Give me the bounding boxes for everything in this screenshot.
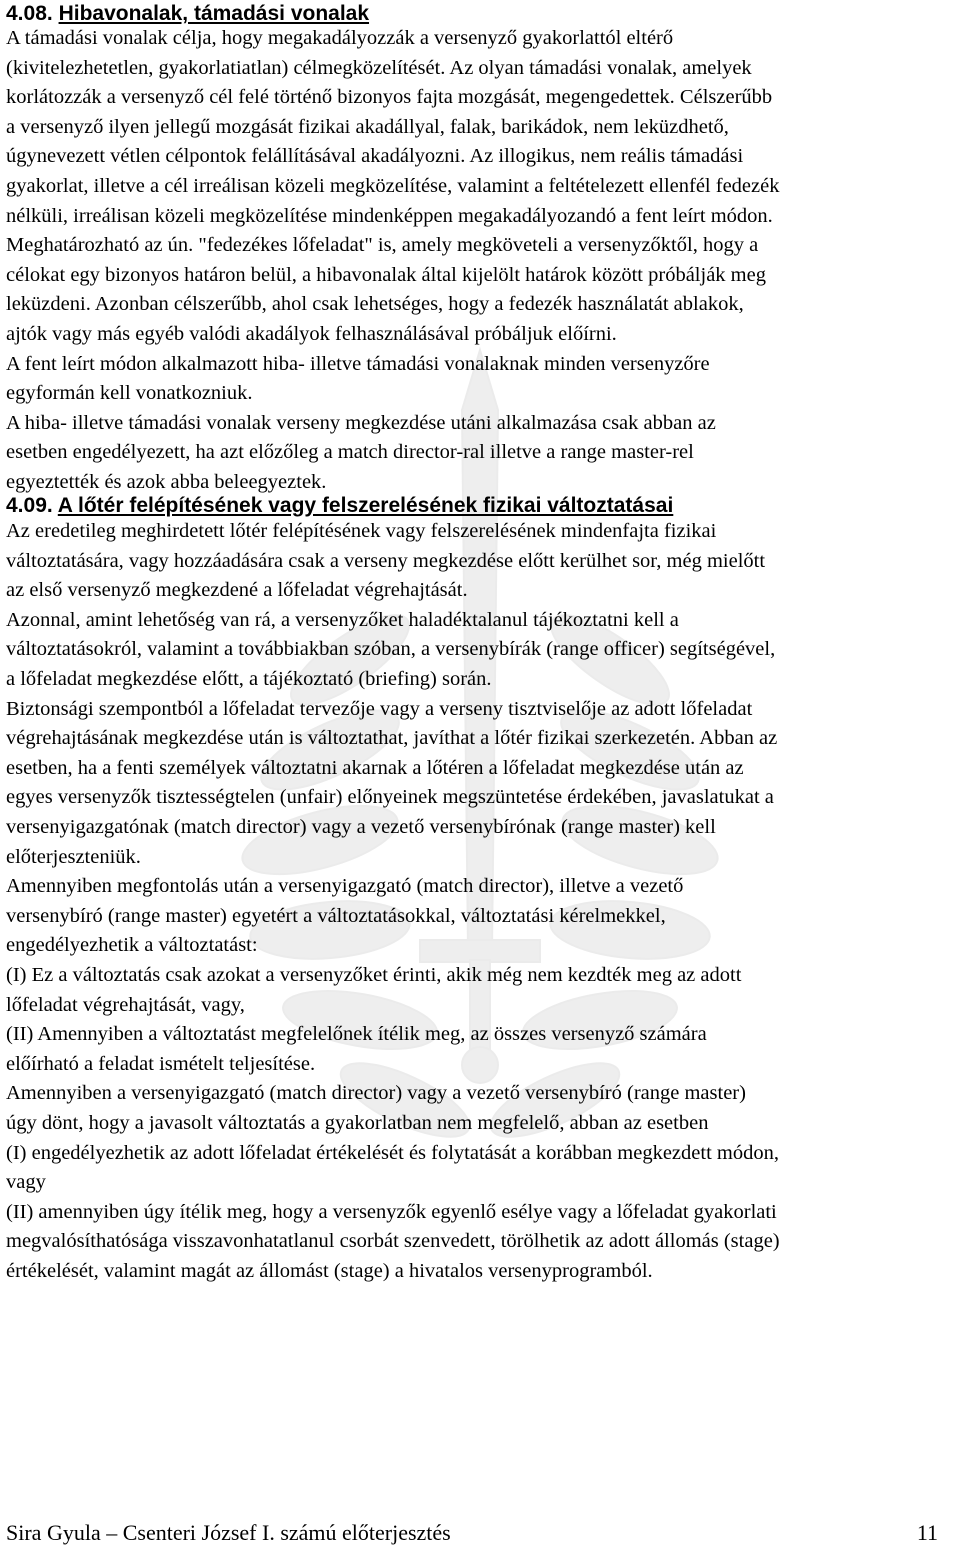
text-line: (kivitelezhetetlen, gyakorlatiatlan) célmegközelítését. Az olyan támadási vonalak, amelyek: [6, 56, 752, 79]
text-line: A fent leírt módon alkalmazott hiba- illetve támadási vonalaknak minden versenyzőre: [6, 352, 710, 375]
text-line: értékelését, valamint magát az állomást (stage) a hivatalos versenyprogramból.: [6, 1260, 653, 1282]
section-title: Hibavonalak, támadási vonalak: [58, 2, 370, 25]
section-number: 4.08.: [6, 2, 53, 25]
text-line: Amennyiben megfontolás után a versenyigazgató (match director), illetve a vezető: [6, 875, 684, 898]
text-line: lőfeladat végrehajtását, vagy,: [6, 993, 245, 1016]
text-line: Biztonsági szempontból a lőfeladat tervezője vagy a verseny tisztviselője az adott lőfeladat: [6, 697, 753, 720]
text-line: megvalósíthatósága visszavonhatatlanul csorbát szenvedett, törölhetik az adott állomás (stage): [6, 1230, 780, 1253]
text-line: (II) Amennyiben a változtatást megfelelőnek ítélik meg, az összes versenyző számára: [6, 1023, 707, 1046]
text-line: változtatására, vagy hozzáadására csak a verseny megkezdése előtt kerülhet sor, még mielőtt: [6, 549, 766, 572]
text-line: A támadási vonalak célja, hogy megakadályozzák a versenyző gyakorlattól eltérő: [6, 27, 674, 49]
footer-page-number: 11: [916, 1520, 938, 1545]
text-line: célokat egy bizonyos határon belül, a hibavonalak által kijelölt határok között próbálják meg: [6, 263, 766, 286]
text-line: vagy: [6, 1171, 46, 1194]
text-line: nélküli, irreálisan közeli megközelítése mindenképpen megakadályozandó a fent leírt módon.: [6, 204, 773, 227]
text-line: versenyigazgatónak (match director) vagy a vezető versenybírónak (range master) kell: [6, 816, 716, 838]
text-line: leküzdeni. Azonban célszerűbb, ahol csak lehetséges, hogy a fedezék használatát ablakok,: [6, 293, 744, 316]
text-line: előterjeszteniük.: [6, 845, 141, 868]
section-heading-4-08: [6, 2, 369, 26]
text-line: esetben engedélyezett, ha azt előzőleg a match director-ral illetve a range master-rel: [6, 441, 694, 464]
text-line: végrehajtásának megkezdése után is változtathat, javíthat a lőtér fizikai szerkezetén. Abban az: [6, 727, 778, 750]
section-title: A lőtér felépítésének vagy felszerelésének fizikai változtatásai: [57, 494, 674, 517]
text-line: a lőfeladat megkezdése előtt, a tájékoztató (briefing) során.: [6, 668, 492, 690]
text-line: (I) Ez a változtatás csak azokat a versenyzőket érinti, akik még nem kezdték meg az adott: [6, 964, 742, 986]
text-line: az első versenyző megkezdené a lőfeladat végrehajtását.: [6, 579, 468, 602]
text-line: Amennyiben a versenyigazgató (match director) vagy a vezető versenybíró (range master): [6, 1082, 746, 1105]
text-line: (I) engedélyezhetik az adott lőfeladat értékelését és folytatását a korábban megkezdett módon,: [6, 1141, 779, 1164]
text-line: egyes versenyzők tisztességtelen (unfair) előnyeinek megszüntetése érdekében, javaslatukat a: [6, 786, 774, 809]
text-line: ajtók vagy más egyéb valódi akadályok felhasználásával próbáljuk előírni.: [6, 323, 617, 345]
text-line: egyformán kell vonatkozniuk.: [6, 382, 253, 405]
text-line: változtatásokról, valamint a továbbiakban szóban, a versenybírák (range officer) segítségével,: [6, 638, 776, 661]
text-line: előírható a feladat ismételt teljesítése.: [6, 1052, 316, 1075]
text-line: (II) amennyiben úgy ítélik meg, hogy a versenyzők egyenlő esélye vagy a lőfeladat gyakorlati: [6, 1200, 777, 1223]
text-line: úgy dönt, hogy a javasolt változtatás a gyakorlatban nem megfelelő, abban az esetben: [6, 1112, 709, 1134]
text-line: egyeztették és azok abba beleegyeztek.: [6, 471, 327, 493]
text-line: úgynevezett vétlen célpontok felállításával akadályozni. Az illogikus, nem reális támadási: [6, 145, 744, 168]
text-line: engedélyezhetik a változtatást:: [6, 934, 258, 957]
text-line: A hiba- illetve támadási vonalak verseny megkezdése utáni alkalmazása csak abban az: [6, 411, 716, 434]
text-line: gyakorlat, illetve a cél irreálisan közeli megközelítése, valamint a feltételezett ellenfél fedezék: [6, 175, 780, 197]
footer-author: Sira Gyula – Csenteri József I. számú előterjesztés: [6, 1520, 451, 1545]
section-heading-4-09: [6, 494, 673, 518]
section-number: 4.09.: [6, 494, 53, 517]
text-line: Az eredetileg meghirdetett lőtér felépítésének vagy felszerelésének mindenfajta fizikai: [6, 520, 717, 542]
text-line: versenybíró (range master) egyetért a változtatásokkal, változtatási kérelmekkel,: [6, 904, 666, 927]
text-line: esetben, ha a fenti személyek változtatni akarnak a lőtéren a lőfeladat megkezdése után az: [6, 756, 744, 779]
text-line: Azonnal, amint lehetőség van rá, a versenyzőket haladéktalanul tájékoztatni kell a: [6, 608, 679, 631]
text-line: Meghatározható az ún. "fedezékes lőfeladat" is, amely megköveteli a versenyzőktől, hogy a: [6, 234, 759, 257]
text-line: korlátozzák a versenyző cél felé történő bizonyos fajta mozgását, megengedettek. Célszerűbb: [6, 86, 773, 109]
text-line: a versenyző ilyen jellegű mozgását fizikai akadállyal, falak, barikádok, nem leküzdhető,: [6, 115, 729, 138]
